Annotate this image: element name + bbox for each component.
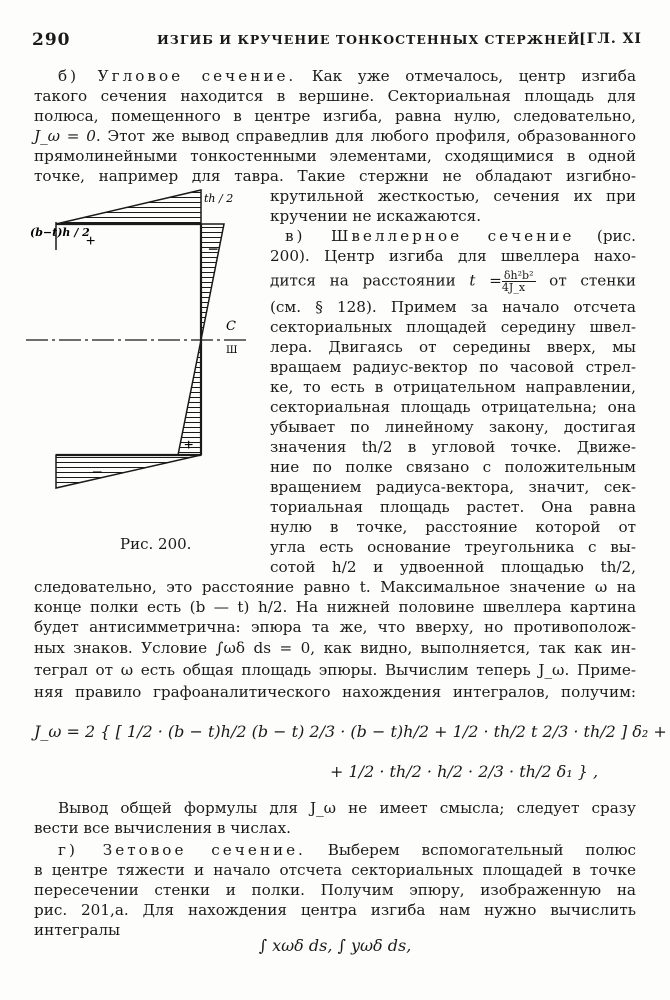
text-line: такого сечения находится в вершине. Секториальная площадь для xyxy=(34,87,636,105)
page-number: 290 xyxy=(32,30,71,50)
text-line: г) Зетовое сечение. Выберем вспомогательный полюс xyxy=(58,841,636,859)
text-line: J_ω = 0. Этот же вывод справедлив для любого профиля, образованного xyxy=(34,127,636,145)
text-line: будет антисимметрична: эпюра та же, что вверху, но противополож- xyxy=(34,618,636,636)
top-flange-epure xyxy=(56,190,201,224)
label-corner-value: th / 2 xyxy=(204,192,234,205)
text-line: вращаем радиус-вектор по часовой стрел- xyxy=(270,358,636,376)
text-line: крутильной жесткостью, сечения их при xyxy=(270,187,636,205)
text-line: значения th/2 в угловой точке. Движе- xyxy=(270,438,636,456)
text-line: угла есть основание треугольника с вы- xyxy=(270,538,636,556)
sign-plus: + xyxy=(86,233,96,250)
sign-minus: − xyxy=(92,462,103,482)
text-line: няя правило графоаналитического нахождения интегралов, получим: xyxy=(34,683,636,701)
fraction: $\frac{\text{δh²b²}}{4J\_x}$ xyxy=(501,269,534,294)
text-line: вращением радиуса-вектора, значит, сек- xyxy=(270,478,636,496)
equation-line-2: + 1/2 · th/2 · h/2 · 2/3 · th/2 δ₁ } , xyxy=(330,762,599,781)
label-c-axis: Ш xyxy=(226,345,238,356)
inline-formula: J_ω = 0. xyxy=(34,127,101,145)
bottom-flange-epure xyxy=(56,455,201,488)
section-heading: в) Швеллерное сечение xyxy=(285,227,575,245)
text-line: убывает по линейному закону, достигая xyxy=(270,418,636,436)
page-header xyxy=(32,30,642,50)
text-line: точке, например для тавра. Такие стержни не обладают изгибно- xyxy=(34,167,636,185)
text-line: конце полки есть (b — t) h/2. На нижней половине швеллера картина xyxy=(34,598,636,616)
text-line: Вывод общей формулы для J_ω не имеет смысла; следует сразу xyxy=(58,799,636,817)
figure-caption: Рис. 200. xyxy=(120,535,192,553)
text-line: пересечении стенки и полки. Получим эпюру, изображенную на xyxy=(34,881,636,899)
text-line: 200). Центр изгиба для швеллера нахо- xyxy=(270,247,636,265)
text-line: ние по полке связано с положительным xyxy=(270,458,636,476)
text-line: вести все вычисления в числах. xyxy=(34,819,292,837)
chapter-label: [ГЛ. XI xyxy=(579,31,642,47)
text-line: секториальная площадь отрицательна; она xyxy=(270,398,636,416)
section-heading: б) Угловое сечение. xyxy=(58,67,297,85)
section-heading: г) Зетовое сечение. xyxy=(58,841,306,859)
text-line: следовательно, это расстояние равно t. Максимальное значение ω на xyxy=(34,578,636,596)
text-line: кручении не искажаются. xyxy=(270,207,482,225)
sign-minus: − xyxy=(208,239,219,259)
text-line: сотой h/2 и удвоенной площадью th/2, xyxy=(270,558,636,576)
running-title: ИЗГИБ И КРУЧЕНИЕ ТОНКОСТЕННЫХ СТЕРЖНЕЙ xyxy=(157,32,581,47)
integrals: ∫ xωδ ds, ∫ yωδ ds, xyxy=(258,936,412,955)
text-line: (см. § 128). Примем за начало отсчета xyxy=(270,298,636,316)
text-line: б) Угловое сечение. Как уже отмечалось, центр изгиба xyxy=(58,67,637,85)
text-line: дится на расстоянии t = $\frac{\text{δh²b²}}{4J\_x}$ от стенки xyxy=(270,269,637,294)
label-flange-max: (b−t)h / 2 xyxy=(30,226,90,239)
text-line: ке, то есть в отрицательном направлении, xyxy=(270,378,636,396)
text-line: секториальных площадей середину швел- xyxy=(270,318,636,336)
text-line: нулю в точке, расстояние которой от xyxy=(270,518,636,536)
text-line: рис. 201,а. Для нахождения центра изгиба нам нужно вычислить xyxy=(34,901,636,919)
text-line: в центре тяжести и начало отсчета секториальных площадей в точке xyxy=(34,861,636,879)
text-line: теграл от ω есть общая площадь эпюры. Вычислим теперь J_ω. Приме- xyxy=(34,661,636,679)
sign-plus: + xyxy=(184,437,194,454)
text-line: ториальная площадь растет. Она равна xyxy=(270,498,636,516)
text-line: ных знаков. Условие ∫ωδ ds = 0, как видно, выполняется, так как ин- xyxy=(34,639,636,657)
text-line: полюса, помещенного в центре изгиба, равна нулю, следовательно, xyxy=(34,107,636,125)
figure-200 xyxy=(26,180,246,530)
label-c: C xyxy=(226,319,236,334)
text-line: лера. Двигаясь от середины вверх, мы xyxy=(270,338,636,356)
equation-line-1: J_ω = 2 { [ 1/2 · (b − t)h/2 (b − t) 2/3 · (b − t)h/2 + 1/2 · th/2 t 2/3 · th/2 ] δ₂ + xyxy=(34,722,667,741)
text-line: в) Швеллерное сечение (рис. xyxy=(285,227,637,245)
text-line: прямолинейными тонкостенными элементами, сходящимися в одной xyxy=(34,147,636,165)
text-line: интегралы xyxy=(34,921,121,939)
